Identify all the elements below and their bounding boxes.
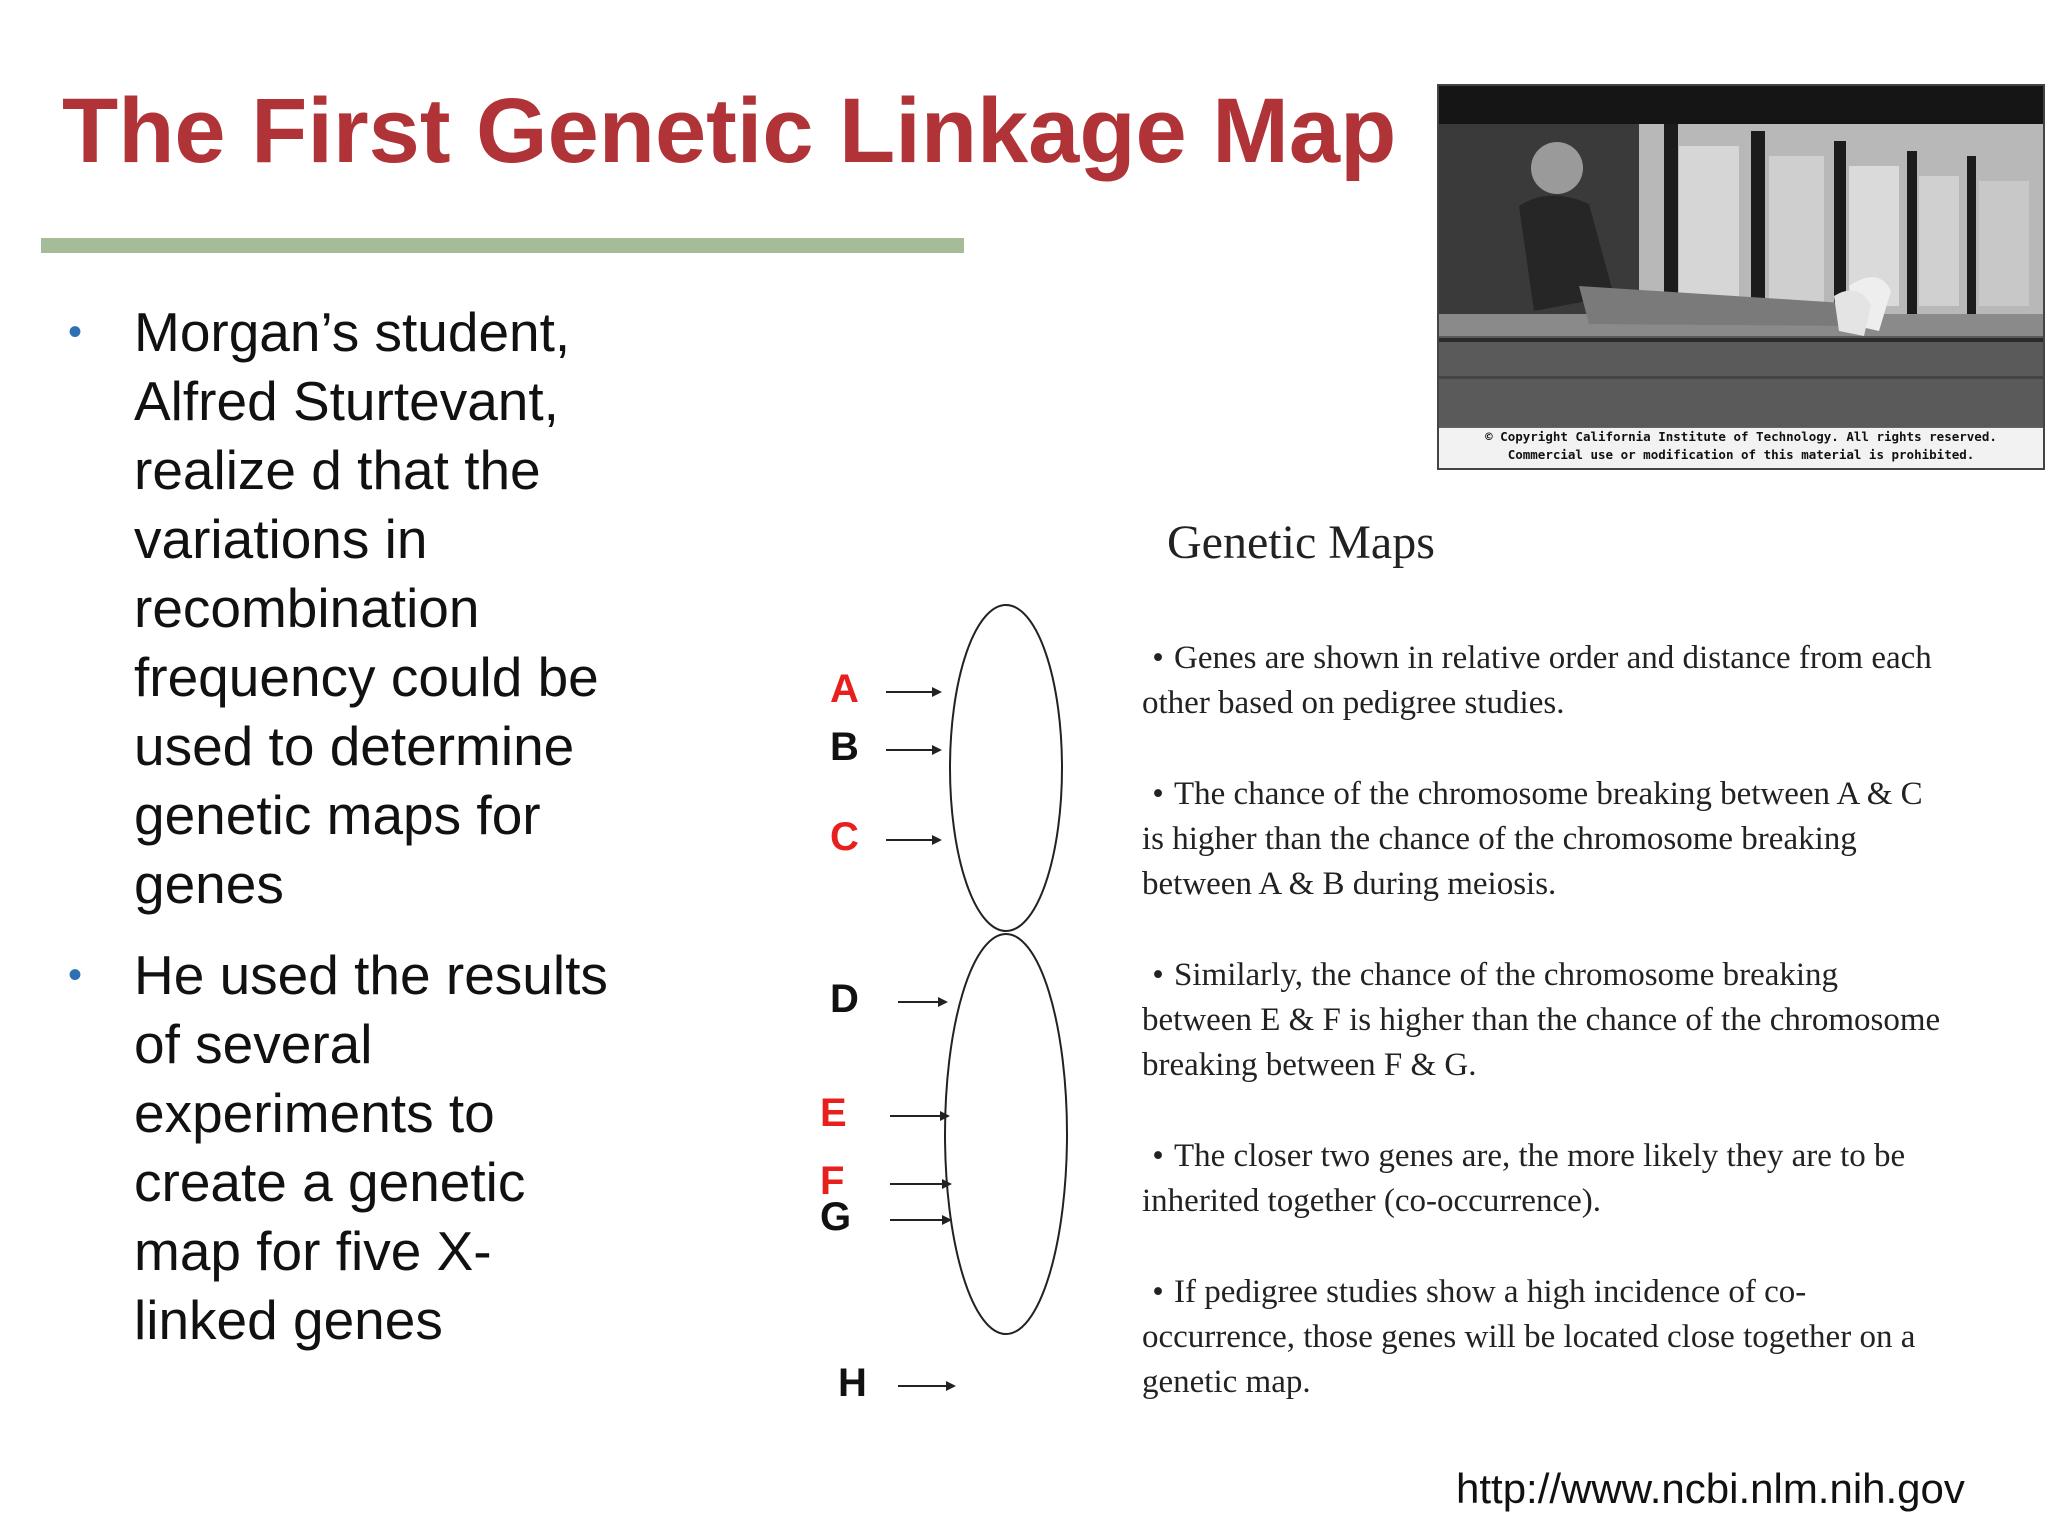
- map-point-text: Genes are shown in relative order and distance from each other based on pedigree studies.: [1142, 640, 1932, 721]
- gene-label: C: [830, 815, 859, 859]
- chromosome-diagram: [800, 590, 1100, 1470]
- bullet-icon: •: [1152, 1274, 1164, 1310]
- map-point: [1142, 636, 1942, 726]
- chromosome-lower-arm: [945, 934, 1067, 1334]
- title-divider: [41, 238, 964, 253]
- gene-arrowhead: [932, 687, 942, 697]
- map-point-text: Similarly, the chance of the chromosome breaking between E & F is higher than the chance of the chromosome breaking between F & G.: [1142, 957, 1941, 1083]
- caption-line: Commercial use or modification of this material is prohibited.: [1507, 447, 1975, 462]
- map-point: [1142, 772, 1942, 907]
- bullet-icon: •: [1152, 776, 1164, 812]
- bullet-list: [62, 298, 622, 1377]
- map-point: [1142, 953, 1942, 1088]
- map-point-text: The closer two genes are, the more likely they are to be inherited together (co-occurrence).: [1142, 1138, 1906, 1219]
- photo-image: [1439, 86, 2043, 428]
- genetic-maps-title: Genetic Maps: [1167, 516, 1435, 569]
- gene-label: D: [830, 977, 859, 1021]
- bullet-icon: •: [1152, 957, 1164, 993]
- bullet-icon: •: [1152, 1138, 1164, 1174]
- bullet-icon: •: [68, 953, 83, 997]
- caption-line: © Copyright California Institute of Technology. All rights reserved.: [1485, 429, 1997, 444]
- gene-label: G: [820, 1195, 852, 1239]
- bullet-item: [62, 298, 622, 919]
- gene-label: H: [838, 1361, 867, 1405]
- map-point-text: If pedigree studies show a high incidence of co-occurrence, those genes will be located close together on a genetic map.: [1142, 1274, 1916, 1400]
- chromosome-upper-arm: [950, 605, 1062, 931]
- gene-arrowhead: [932, 835, 942, 845]
- bullet-icon: •: [68, 310, 83, 354]
- slide-title: The First Genetic Linkage Map: [62, 80, 1397, 182]
- map-point: [1142, 1270, 1942, 1405]
- sturtevant-photo: [1437, 84, 2045, 470]
- photo-caption: [1439, 427, 2043, 468]
- genetic-maps-points: [1142, 636, 1942, 1451]
- bullet-icon: •: [1152, 640, 1164, 676]
- gene-label: E: [820, 1091, 847, 1135]
- source-url: http://www.ncbi.nlm.nih.gov: [1456, 1465, 1965, 1512]
- map-point-text: The chance of the chromosome breaking between A & C is higher than the chance of the chromosome breaking between A & B during meiosis.: [1142, 776, 1923, 902]
- gene-label: A: [830, 667, 859, 711]
- bullet-text: Morgan’s student, Alfred Sturtevant, realize d that the variations in recombination frequency could be used to determine genetic maps for genes: [134, 301, 599, 915]
- gene-arrowhead: [932, 745, 942, 755]
- gene-arrowhead: [938, 997, 948, 1007]
- gene-label: B: [830, 725, 859, 769]
- gene-arrowhead: [946, 1381, 956, 1391]
- map-point: [1142, 1134, 1942, 1224]
- gene-label: F: [820, 1159, 845, 1203]
- bullet-text: He used the results of several experiments to create a genetic map for five X-linked genes: [134, 944, 608, 1351]
- bullet-item: [62, 941, 622, 1355]
